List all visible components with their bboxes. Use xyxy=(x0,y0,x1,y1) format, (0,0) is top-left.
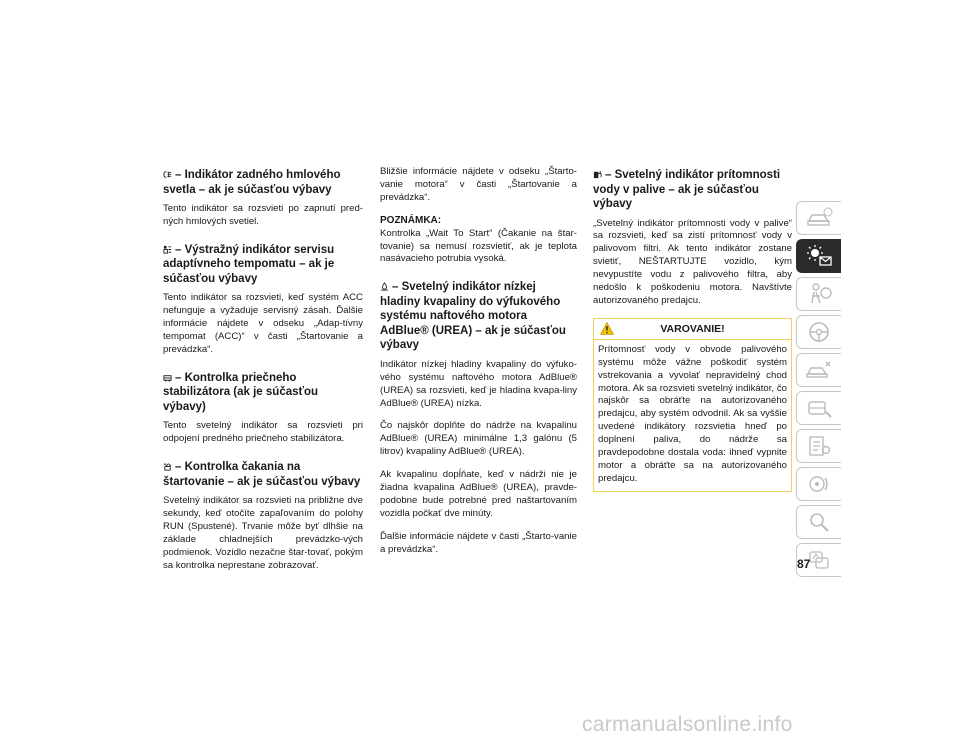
warning-box xyxy=(593,318,792,492)
tab-specifications[interactable] xyxy=(796,429,841,463)
car-crash-icon xyxy=(804,358,834,382)
section-water-in-fuel-text: „Svetelný indikátor prítomnosti vody v palive“ sa rozsvieti, keď sa zistí prítomnosť vody v palivovom filtri. Ak tento indikátor zostane svietiť, NEŠTARTUJTE vozidlo, kým nevypustíte vodu z palivového filtra, aby nedošlo k poškodeniu motora. Navštívte autorizovaného predajcu. xyxy=(593,217,792,306)
tab-dashboard-indicators[interactable] xyxy=(796,239,841,273)
page-number: 87 xyxy=(797,557,811,571)
warning-triangle-icon xyxy=(600,322,614,335)
tab-emergency[interactable] xyxy=(796,353,841,387)
tab-vehicle-overview[interactable] xyxy=(796,201,841,235)
tab-servicing[interactable] xyxy=(796,391,841,425)
tab-driving[interactable] xyxy=(796,315,841,349)
car-info-icon xyxy=(804,206,834,230)
adblue-icon xyxy=(380,282,389,291)
section-water-in-fuel-title: – Svetelný indikátor prítomnosti vody v palive – ak je súčasťou výbavy xyxy=(593,169,781,210)
wait-to-start-continued: Bližšie informácie nájdete v odseku „Štarto-vanie motora“ v časti „Štartovanie a prevádzka“. xyxy=(380,166,577,203)
note-title: POZNÁMKA: xyxy=(380,214,442,226)
watermark: carmanualsonline.info xyxy=(582,713,793,736)
indicator-light-icon xyxy=(804,244,834,268)
chapter-tabs xyxy=(796,201,842,581)
car-service-icon xyxy=(804,396,834,420)
column-right xyxy=(593,168,792,492)
water-in-fuel-icon xyxy=(593,170,602,179)
tab-index[interactable] xyxy=(796,505,841,539)
section-adblue-text-2: Čo najskôr doplňte do nádrže na kvapalinu AdBlue® (UREA) minimálne 1,3 galónu (5 litrov) kvapaliny AdBlue® (UREA). xyxy=(380,420,577,458)
section-adblue-text-4: Ďalšie informácie nájdete v časti „Štarto-vanie a prevádzka“. xyxy=(380,530,577,555)
section-sway-bar-text: Tento svetelný indikátor sa rozsvieti pri odpojení predného priečneho stabilizátora. xyxy=(163,420,363,445)
airbag-icon xyxy=(804,282,834,306)
tab-multimedia[interactable] xyxy=(796,467,841,501)
section-adblue-text-3: Ak kvapalinu dopĺňate, keď v nádrži nie je žiadna kvapalina AdBlue® (UREA), pravde-podobne bude potrebné pred naštartovaním vozidla počkať dve minúty. xyxy=(380,469,577,519)
section-adblue-text-1: Indikátor nízkej hladiny kvapaliny do výfuko-vého systému naftového motora AdBlue® (UREA) sa rozsvieti, keď je hladina kvapa-liny AdBlue® (UREA) nízka. xyxy=(380,358,577,409)
section-acc-text: Tento indikátor sa rozsvieti, keď systém ACC nefunguje a vyžaduje servisný zásah. Ďalšie informácie nájdete v odseku „Adap-tívny tempomat (ACC)“ v časti „Štartovanie a prevádzka“. xyxy=(163,292,363,355)
sway-bar-icon xyxy=(163,373,172,382)
section-wait-to-start-text: Svetelný indikátor sa rozsvieti na približne dve sekundy, keď otočíte zapaľovaním do polohy RUN (Spustené). Trvanie môže byť dlhšie na základe chladnejších prevádzko-vých podmienok. Vozidlo nezačne štar-tovať, pokým sa kontrolka neprestane zobrazovať. xyxy=(163,495,363,571)
warning-title: VAROVANIE! xyxy=(660,322,725,335)
magnifier-icon xyxy=(804,510,834,534)
section-rear-fog-title: – Indikátor zadného hmlového svetla – ak je súčasťou výbavy xyxy=(163,169,341,196)
section-sway-bar-title: – Kontrolka priečneho stabilizátora (ak je súčasťou výbavy) xyxy=(163,371,319,413)
wait-to-start-icon xyxy=(163,462,172,471)
section-wait-to-start-title: – Kontrolka čakania na štartovanie – ak je súčasťou výbavy xyxy=(163,461,361,488)
multimedia-icon xyxy=(804,472,834,496)
section-rear-fog-text: Tento indikátor sa rozsvieti po zapnutí pred-ných hmlových svetiel. xyxy=(163,203,363,227)
steering-wheel-icon xyxy=(804,320,834,344)
warning-text: Prítomnosť vody v obvode palivového systému môže vážne poškodiť systém vstrekovania a vyvolať nepravidelný chod motora. Ak sa rozsvieti svetelný indikátor, čo najskôr sa obráťte na autorizovaného predajcu, aby systém odvodnil. Ak sa vyššie uvedené indikátory rozsvietia hneď po doplnení paliva, do nádrže sa pravdepodobne dostala voda: ihneď vypnite motor a obráťte sa na autorizovaného predajcu. xyxy=(598,343,787,484)
section-adblue-title: – Svetelný indikátor nízkej hladiny kvapaliny do výfukového systému naftového motora AdBlue® (UREA) – ak je súčasťou výbavy xyxy=(380,281,566,352)
tab-safety[interactable] xyxy=(796,277,841,311)
section-acc-title: – Výstražný indikátor servisu adaptívneho tempomatu – ak je súčasťou výbavy xyxy=(163,243,335,285)
column-left xyxy=(163,168,363,583)
document-gear-icon xyxy=(804,434,834,458)
warning-header xyxy=(594,319,791,340)
column-middle xyxy=(380,166,577,567)
note-text: Kontrolka „Wait To Start“ (Čakanie na štar-tovanie) sa nemusí rozsvietiť, ak je teplota nasávacieho potrubia vysoká. xyxy=(380,227,577,265)
rear-fog-light-icon xyxy=(163,170,172,179)
acc-service-icon xyxy=(163,245,172,254)
